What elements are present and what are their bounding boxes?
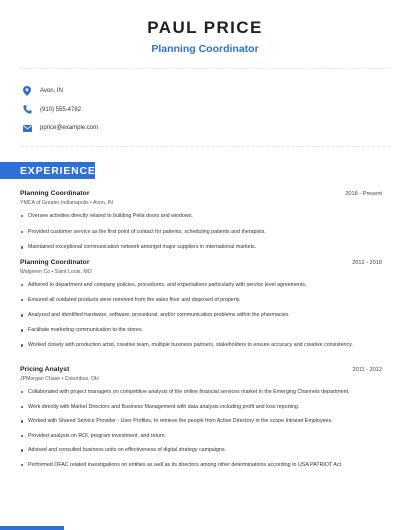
phone-text: (910) 555-4782 [40,106,82,113]
bullet-item: Work directly with Market Directors and Business Management with data analysis including profit and loss reporting. [20,403,382,412]
job-dates: 2012 - 2018 [352,260,382,266]
bullet-item: Provided analysis on ROI, program investment, and return. [20,432,382,441]
bullet-item: Maintained exceptional communication network amongst major suppliers in international markets. [20,243,382,252]
job-entry [20,259,382,350]
bullet-item: Performed OFAC related investigations on entities as well as its directors among other determinations according to USA PATRIOT Act. [20,461,382,470]
experience-section-header [0,162,95,179]
job-bullets [20,212,382,252]
candidate-role: Planning Coordinator [151,43,259,55]
candidate-name: PAUL PRICE [147,18,263,37]
bullet-item: Worked with Shared Service Provider - User Profiles, to retrieve the people from Active Directory in the scope Intranet Employees. [20,417,382,426]
header-divider [20,68,390,69]
next-section-bar [0,526,64,530]
email-icon [22,123,32,133]
job-bullets [20,281,382,350]
phone-icon [22,105,32,115]
bullet-item: Oversee activities directly related to building Pella doors and windows. [20,212,382,221]
contact-email [22,119,98,137]
bullet-item: Ensured all outdated products were removed from the sales floor and disposed of properly. [20,296,382,305]
job-entry [20,190,382,252]
bullet-item: Adhered to department and company policies, procedures, and expectations particularly with service level agreements. [20,281,382,290]
location-text: Avon, IN [40,88,63,94]
bullet-item: Provided customer service as the first point of contact for patients, scheduling patients and therapists. [20,228,382,237]
bullet-item: Advised and consulted business units on effectiveness of digital strategy campaigns. [20,446,382,455]
job-entry [20,366,382,470]
email-text: pprice@example.com [40,125,99,131]
job-organization: YMCA of Greater Indianapolis • Avon, IN [20,200,113,206]
section-title: EXPERIENCE [20,164,96,177]
job-dates: 2011 - 2012 [352,367,382,373]
job-head [20,259,382,266]
bullet-item: Facilitate marketing communication to the stores. [20,326,382,335]
bullet-item: Worked closely with production artist, creative team, multiple business partners, stakeholders to ensure accuracy and creative consistency. [20,341,382,350]
contact-phone [22,101,98,119]
job-title: Planning Coordinator [20,259,90,266]
job-bullets [20,388,382,470]
location-pin-icon [22,86,32,96]
bullet-item: Collaborated with project managers on competitive analysis of the online financial services market in the Emerging Channels department. [20,388,382,397]
job-head [20,366,382,373]
contact-divider [20,146,390,147]
contact-block [22,82,98,138]
bullet-item: Analyzed and identified hardware, software, procedural, and/or communication problems within the pharmacies. [20,311,382,320]
job-dates: 2018 - Present [345,191,382,197]
job-title: Pricing Analyst [20,366,70,373]
job-title: Planning Coordinator [20,190,90,197]
contact-location [22,82,98,100]
job-head [20,190,382,197]
resume-header [0,18,410,55]
job-organization: Walgreen Co • Saint Louis, MO [20,269,92,275]
job-organization: JPMorgan Chase • Columbus, OH [20,376,99,382]
